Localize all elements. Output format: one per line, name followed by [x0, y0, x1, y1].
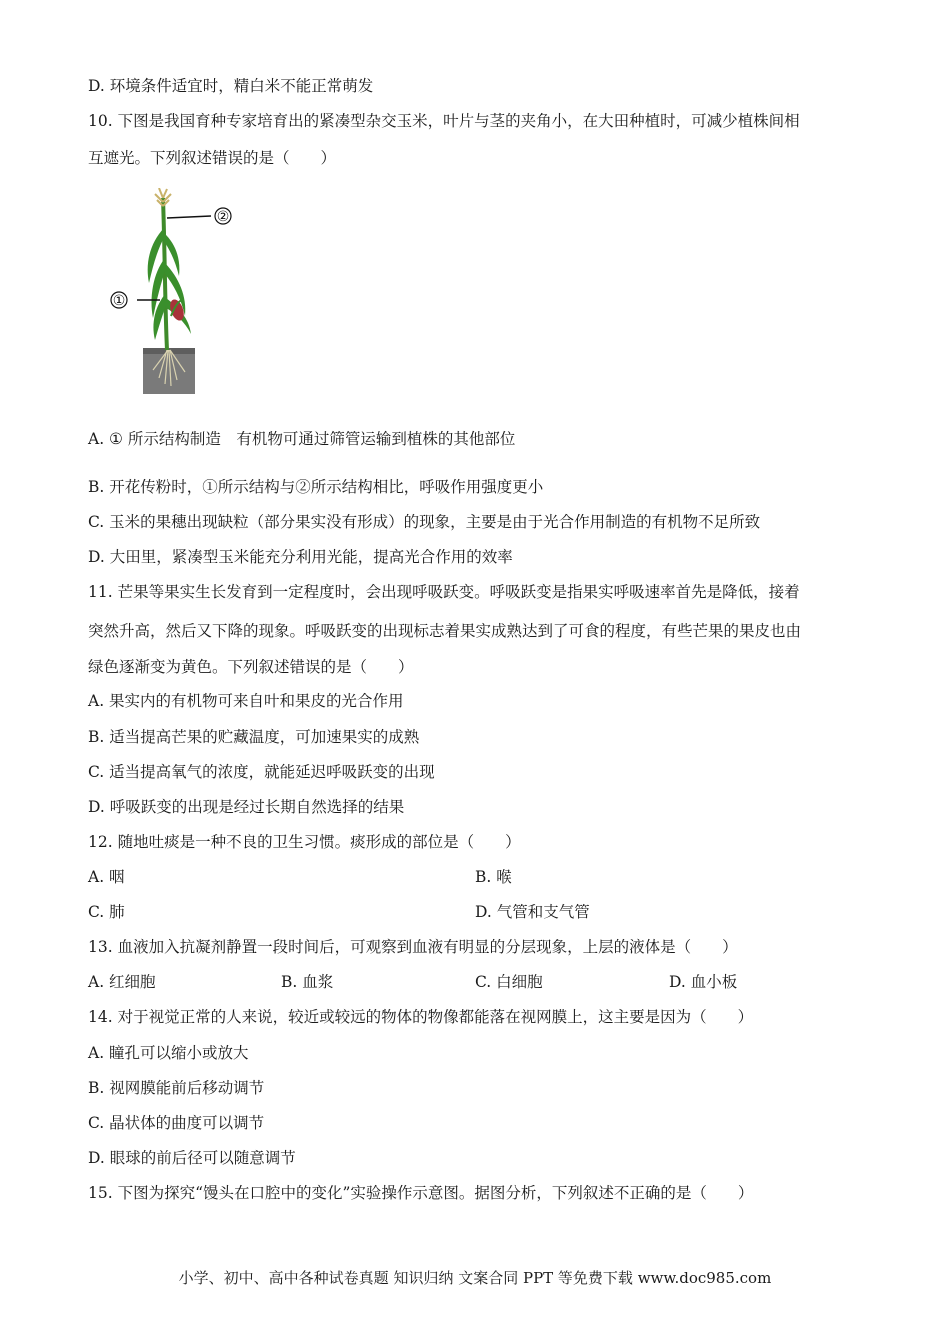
question-12-option-d: D. 气管和支气管 [475, 903, 590, 921]
leader-line-2 [167, 216, 211, 218]
question-11-option-d: D. 呼吸跃变的出现是经过长期自然选择的结果 [88, 798, 405, 816]
question-11-stem-line-3: 绿色逐渐变为黄色。下列叙述错误的是（ ） [88, 658, 414, 676]
corn-plant-figure [105, 188, 245, 398]
question-12-option-a: A. 咽 [88, 868, 125, 886]
label-2: ② [216, 209, 230, 225]
question-13-option-a: A. 红细胞 [88, 973, 156, 991]
question-9-option-d: D. 环境条件适宜时，精白米不能正常萌发 [88, 77, 374, 95]
question-10-option-b: B. 开花传粉时，①所示结构与②所示结构相比，呼吸作用强度更小 [88, 478, 544, 496]
label-1: ① [112, 293, 126, 309]
question-13-stem: 13. 血液加入抗凝剂静置一段时间后，可观察到血液有明显的分层现象，上层的液体是（ ） [88, 938, 738, 956]
question-13-option-c: C. 白细胞 [475, 973, 543, 991]
question-12-option-c: C. 肺 [88, 903, 125, 921]
question-11-option-c: C. 适当提高氧气的浓度，就能延迟呼吸跃变的出现 [88, 763, 435, 781]
question-12-stem: 12. 随地吐痰是一种不良的卫生习惯。痰形成的部位是（ ） [88, 833, 521, 851]
question-14-option-b: B. 视网膜能前后移动调节 [88, 1079, 265, 1097]
question-11-stem-line-1: 11. 芒果等果实生长发育到一定程度时，会出现呼吸跃变。呼吸跃变是指果实呼吸速率首先是降低，接着 [88, 583, 800, 601]
question-10-stem-line-2: 互遮光。下列叙述错误的是（ ） [88, 149, 337, 167]
question-14-option-a: A. 瞳孔可以缩小或放大 [88, 1044, 249, 1062]
question-14-stem: 14. 对于视觉正常的人来说，较近或较远的物体的物像都能落在视网膜上，这主要是因为（ ） [88, 1008, 754, 1026]
question-10-option-a: A. ① 所示结构制造 有机物可通过筛管运输到植株的其他部位 [88, 430, 516, 448]
question-11-option-a: A. 果实内的有机物可来自叶和果皮的光合作用 [88, 692, 404, 710]
question-11-stem-line-2: 突然升高，然后又下降的现象。呼吸跃变的出现标志着果实成熟达到了可食的程度，有些芒果的果皮也由 [88, 622, 802, 640]
question-13-option-d: D. 血小板 [669, 973, 738, 991]
question-11-option-b: B. 适当提高芒果的贮藏温度，可加速果实的成熟 [88, 728, 420, 746]
question-15-stem: 15. 下图为探究“馒头在口腔中的变化”实验操作示意图。据图分析，下列叙述不正确的是（ ） [88, 1184, 754, 1202]
page-footer: 小学、初中、高中各种试卷真题 知识归纳 文案合同 PPT 等免费下载 www.doc985.com [178, 1269, 772, 1287]
question-10-option-d: D. 大田里，紧凑型玉米能充分利用光能，提高光合作用的效率 [88, 548, 513, 566]
question-14-option-d: D. 眼球的前后径可以随意调节 [88, 1149, 296, 1167]
question-12-option-b: B. 喉 [475, 868, 512, 886]
leaves [148, 228, 191, 340]
question-10-stem-line-1: 10. 下图是我国育种专家培育出的紧凑型杂交玉米，叶片与茎的夹角小，在大田种植时，可减少植株间相 [88, 112, 800, 130]
question-14-option-c: C. 晶状体的曲度可以调节 [88, 1114, 265, 1132]
question-10-option-c: C. 玉米的果穗出现缺粒（部分果实没有形成）的现象，主要是由于光合作用制造的有机物不足所致 [88, 513, 761, 531]
question-13-option-b: B. 血浆 [281, 973, 334, 991]
